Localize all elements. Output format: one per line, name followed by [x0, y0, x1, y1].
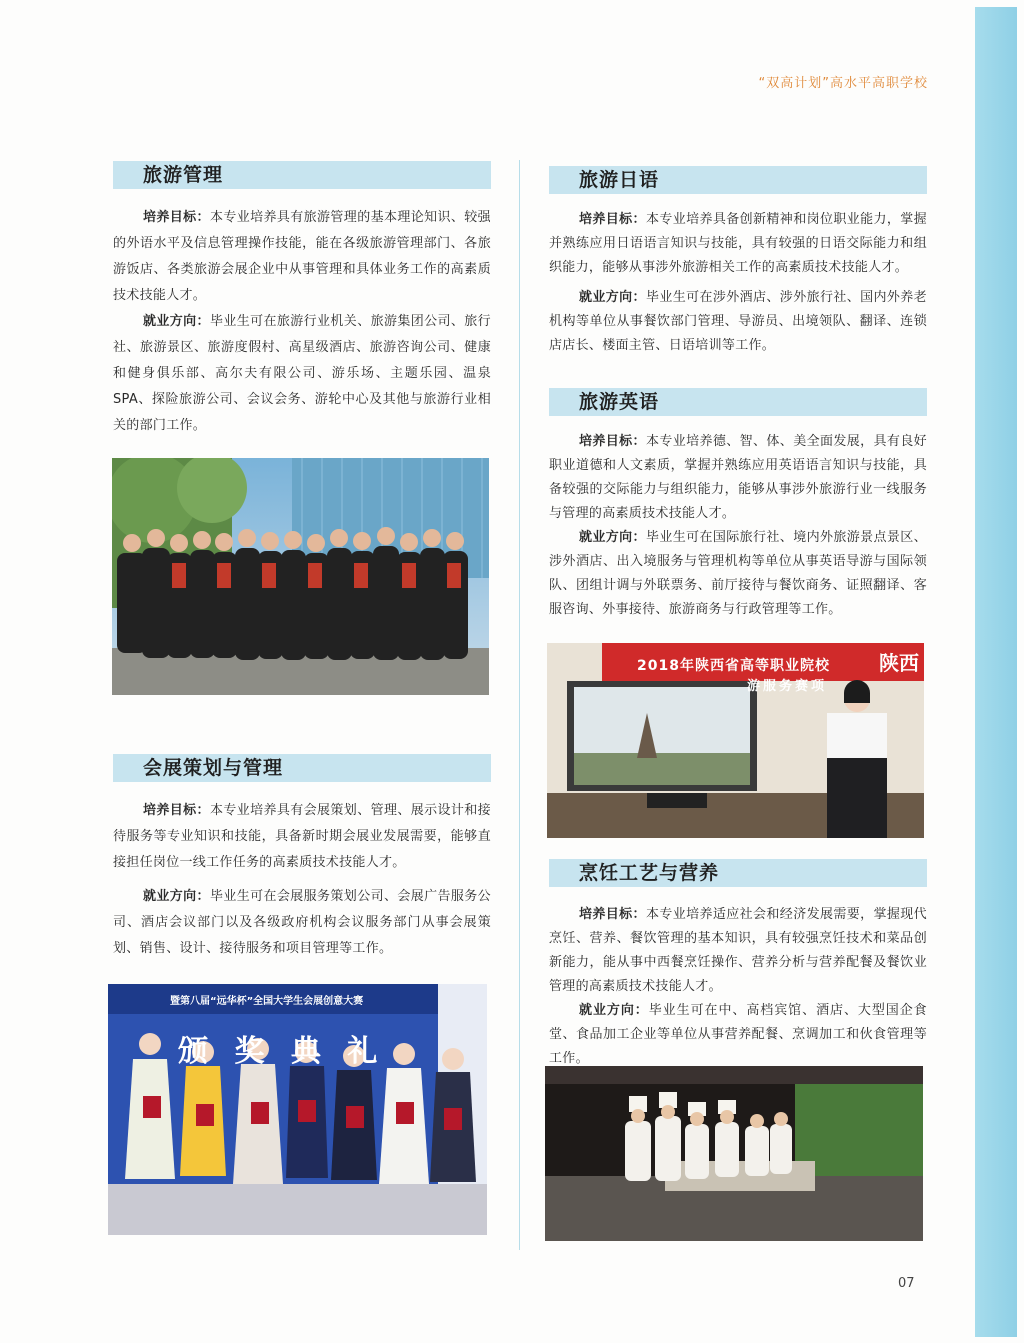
job-label: 就业方向： — [143, 314, 210, 329]
goal-label: 培养目标： — [579, 212, 646, 227]
banner-text: 暨第八届“远华杯”全国大学生会展创意大赛 — [170, 996, 364, 1007]
training-goal — [113, 205, 491, 309]
job-label: 就业方向： — [143, 889, 210, 904]
competition-photo — [547, 643, 924, 838]
goal-text: 本专业培养德、智、体、美全面发展，具有良好职业道德和人文素质，掌握并熟练应用英语语言知识与技能，具备较强的交际能力与组织能力，能够从事涉外旅游行业一线服务与管理的高素质技术技能人才。 — [549, 434, 927, 521]
section-title: 烹饪工艺与营养 — [549, 859, 927, 887]
kitchen-photo — [545, 1066, 923, 1241]
section-title: 会展策划与管理 — [113, 754, 491, 782]
banner-text-2: 陕西 — [879, 651, 919, 675]
employment-direction — [113, 884, 491, 962]
training-goal — [549, 208, 927, 280]
training-goal — [549, 430, 927, 526]
section-exhibition — [113, 754, 491, 962]
section-english — [549, 388, 927, 622]
job-text: 毕业生可在旅游行业机关、旅游集团公司、旅行社、旅游景区、旅游度假村、高星级酒店、旅游咨询公司、健康和健身俱乐部、高尔夫有限公司、游乐场、主题乐园、温泉SPA、探险旅游公司、会议会务、游轮中心及其他与旅游行业相关的部门工作。 — [113, 314, 491, 433]
job-label: 就业方向： — [579, 1003, 649, 1018]
job-label: 就业方向： — [579, 290, 646, 305]
goal-text: 本专业培养具有会展策划、管理、展示设计和接待服务等专业知识和技能，具备新时期会展业发展需要，能够直接担任岗位一线工作任务的高素质技术技能人才。 — [113, 803, 491, 870]
employment-direction — [549, 286, 927, 358]
section-japanese — [549, 166, 927, 358]
banner-text-3: 游服务赛项 — [747, 679, 828, 694]
employment-direction — [113, 309, 491, 439]
job-text: 毕业生可在涉外酒店、涉外旅行社、国内外养老机构等单位从事餐饮部门管理、导游员、出境领队、翻译、连锁店店长、楼面主管、日语培训等工作。 — [549, 290, 927, 353]
goal-label: 培养目标： — [579, 907, 646, 922]
section-tourism-management — [113, 161, 491, 439]
goal-label: 培养目标： — [143, 210, 210, 225]
goal-label: 培养目标： — [579, 434, 646, 449]
goal-text: 本专业培养具有旅游管理的基本理论知识、较强的外语水平及信息管理操作技能，能在各级旅游管理部门、各旅游饭店、各类旅游会展企业中从事管理和具体业务工作的高素质技术技能人才。 — [113, 210, 491, 303]
side-color-band — [975, 7, 1017, 1337]
section-title: 旅游日语 — [549, 166, 927, 194]
employment-direction — [549, 999, 927, 1071]
job-text: 毕业生可在国际旅行社、境内外旅游景点景区、涉外酒店、出入境服务与管理机构等单位从事英语导游与国际领队、团组计调与外联票务、前厅接待与餐饮商务、证照翻译、客服咨询、外事接待、旅游商务与行政管理等工作。 — [549, 530, 927, 617]
training-goal — [113, 798, 491, 876]
goal-text: 本专业培养适应社会和经济发展需要，掌握现代烹饪、营养、餐饮管理的基本知识，具有较强烹饪技术和菜品创新能力，能从事中西餐烹饪操作、营养分析与营养配餐及餐饮业管理的高素质技术技能人才。 — [549, 907, 927, 994]
group-photo-tourism — [112, 458, 489, 695]
ceremony-text: 颁 奖 典 礼 — [178, 1034, 386, 1069]
training-goal — [549, 903, 927, 999]
award-ceremony-photo — [108, 984, 487, 1235]
job-text: 毕业生可在会展服务策划公司、会展广告服务公司、酒店会议部门以及各级政府机构会议服务部门从事会展策划、销售、设计、接待服务和项目管理等工作。 — [113, 889, 491, 956]
column-divider — [519, 160, 520, 1250]
section-title: 旅游英语 — [549, 388, 927, 416]
employment-direction — [549, 526, 927, 622]
banner-text-1: 2018年陕西省高等职业院校 — [637, 658, 830, 674]
job-label: 就业方向： — [579, 530, 646, 545]
page-number: 07 — [898, 1276, 915, 1291]
section-cooking — [549, 859, 927, 1071]
goal-label: 培养目标： — [143, 803, 210, 818]
section-title: 旅游管理 — [113, 161, 491, 189]
goal-text: 本专业培养具备创新精神和岗位职业能力，掌握并熟练应用日语语言知识与技能，具有较强的日语交际能力和组织能力，能够从事涉外旅游相关工作的高素质技术技能人才。 — [549, 212, 927, 275]
header-tag: “双高计划”高水平高职学校 — [758, 76, 928, 91]
job-text: 毕业生可在中、高档宾馆、酒店、大型国企食堂、食品加工企业等单位从事营养配餐、烹调加工和伙食管理等工作。 — [549, 1003, 927, 1066]
